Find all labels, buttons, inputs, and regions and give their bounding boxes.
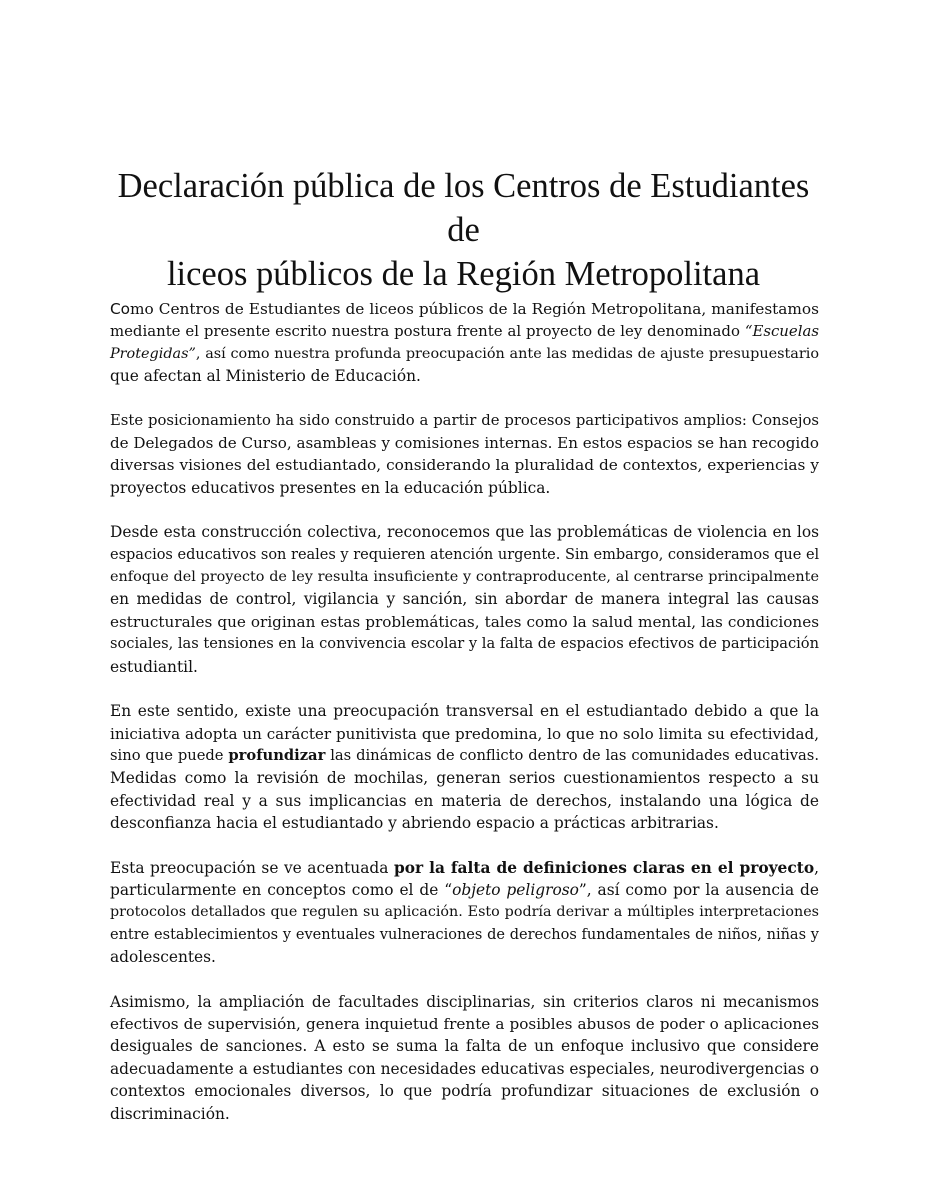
paragraph-1 <box>110 298 819 388</box>
text-run: Asimismo, la ampliación de facultades disciplinarias, sin criterios claros ni mecanismos <box>110 992 819 1011</box>
text-run: sino que puede <box>110 746 229 764</box>
paragraph-line <box>110 700 819 722</box>
text-run: efectivos de supervisión, genera inquietud frente a posibles abusos de poder o aplicaciones <box>110 1014 819 1033</box>
paragraph-line <box>110 857 819 879</box>
title-line-2: liceos públicos de la Región Metropolitana <box>166 255 761 293</box>
text-run: estructurales que originan estas problemáticas, tales como la salud mental, las condiciones <box>110 612 819 631</box>
paragraph-line <box>110 432 819 454</box>
bold-text: por la falta de definiciones claras en el proyecto <box>393 858 815 877</box>
text-run: estudiantil. <box>110 657 198 676</box>
paragraph-3 <box>110 521 819 678</box>
text-run: , <box>814 858 819 877</box>
paragraph-line <box>110 790 819 812</box>
text-run: Este posicionamiento ha sido construido a partir de procesos participativos amplios: Consejos <box>110 411 819 429</box>
paragraph-line <box>110 767 819 789</box>
text-run: desiguales de sanciones. A esto se suma la falta de un enfoque inclusivo que considere <box>110 1037 819 1056</box>
paragraph-line <box>110 454 819 476</box>
text-run: contextos emocionales diversos, lo que podría profundizar situaciones de exclusión o <box>110 1082 819 1101</box>
text-run: , así como nuestra profunda preocupación ante las medidas de ajuste presupuestario <box>195 345 819 362</box>
italic-text: objeto peligroso <box>452 880 579 899</box>
paragraph-line <box>110 656 819 678</box>
paragraph-line <box>110 544 819 566</box>
paragraph-line <box>110 946 819 968</box>
text-run: Co <box>110 300 131 318</box>
paragraph-line <box>110 343 819 365</box>
text-run: espacios educativos son reales y requieren atención urgente. Sin embargo, consideramos que el <box>110 546 820 563</box>
title-line-1: Declaración pública de los Centros de Estudiantes de <box>117 167 810 249</box>
text-run: sociales, las tensiones en la convivencia escolar y la falta de espacios efectivos de participación <box>110 635 819 653</box>
text-run: efectividad real y a sus implicancias en materia de derechos, instalando una lógica de <box>110 791 819 810</box>
paragraph-line <box>110 521 819 543</box>
paragraph-line <box>110 566 819 588</box>
text-run: protocolos detallados que regulen su aplicación. Esto podría derivar a múltiples interpretaciones <box>110 904 819 921</box>
text-run: discriminación. <box>110 1104 230 1123</box>
text-run: entre establecimientos y eventuales vulneraciones de derechos fundamentales de niños, niñas y <box>110 926 819 943</box>
paragraph-line <box>110 410 819 432</box>
paragraph-line <box>110 1103 819 1125</box>
text-run: ”, así como por la ausencia de <box>578 880 819 899</box>
paragraph-line <box>110 1058 819 1080</box>
text-run: adecuadamente a estudiantes con necesidades educativas especiales, neurodivergencias o <box>110 1059 819 1078</box>
text-run: enfoque del proyecto de ley resulta insuficiente y contraproducente, al centrarse principalmente <box>110 569 819 586</box>
text-run: de Delegados de Curso, asambleas y comisiones internas. En estos espacios se han recogido <box>110 434 819 453</box>
text-run: que afectan al Ministerio de Educación. <box>110 367 421 386</box>
paragraph-line <box>110 298 819 320</box>
paragraph-line <box>110 812 819 834</box>
text-run: En este sentido, existe una preocupación transversal en el estudiantado debido a que la <box>110 702 819 721</box>
paragraph-line <box>110 588 819 610</box>
text-run: proyectos educativos presentes en la educación pública. <box>110 478 551 497</box>
italic-text: “Escuelas <box>744 322 819 341</box>
text-run: desconfianza hacia el estudiantado y abriendo espacio a prácticas arbitrarias. <box>110 814 719 833</box>
paragraph-line <box>110 477 819 499</box>
bold-text: profundizar <box>228 746 326 764</box>
paragraph-line <box>110 901 819 923</box>
text-run: iniciativa adopta un carácter punitivista que predomina, lo que no solo limita su efectividad, <box>110 724 819 743</box>
paragraph-line <box>110 611 819 633</box>
paragraph-line <box>110 1080 819 1102</box>
paragraph-line <box>110 320 819 342</box>
text-run: Medidas como la revisión de mochilas, generan serios cuestionamientos respecto a su <box>110 769 819 788</box>
text-run: mo Centros de Estudiantes de liceos públicos de la Región Metropolitana, manifestamos <box>130 300 819 318</box>
paragraph-2 <box>110 410 819 500</box>
text-run: mediante el presente escrito nuestra postura frente al proyecto de ley denominado <box>110 322 745 341</box>
document-body <box>110 298 819 1147</box>
paragraph-line <box>110 924 819 946</box>
paragraph-line <box>110 633 819 655</box>
paragraph-5 <box>110 857 819 969</box>
text-run: Desde esta construcción colectiva, reconocemos que las problemáticas de violencia en los <box>110 523 819 542</box>
paragraph-4 <box>110 700 819 834</box>
paragraph-line <box>110 723 819 745</box>
paragraph-line <box>110 879 819 901</box>
italic-text: Protegidas” <box>110 345 196 362</box>
paragraph-line <box>110 991 819 1013</box>
text-run: diversas visiones del estudiantado, considerando la pluralidad de contextos, experiencias y <box>110 456 819 475</box>
text-run: Esta preocupación se ve acentuada <box>110 858 394 877</box>
page-title <box>100 164 827 296</box>
text-run: en medidas de control, vigilancia y sanción, sin abordar de manera integral las causas <box>110 590 819 609</box>
paragraph-line <box>110 745 819 767</box>
text-run: adolescentes. <box>110 948 216 967</box>
paragraph-6 <box>110 991 819 1125</box>
text-run: particularmente en conceptos como el de “ <box>110 880 453 899</box>
paragraph-line <box>110 365 819 387</box>
paragraph-line <box>110 1035 819 1057</box>
paragraph-line <box>110 1013 819 1035</box>
text-run: las dinámicas de conflicto dentro de las comunidades educativas. <box>325 746 819 764</box>
